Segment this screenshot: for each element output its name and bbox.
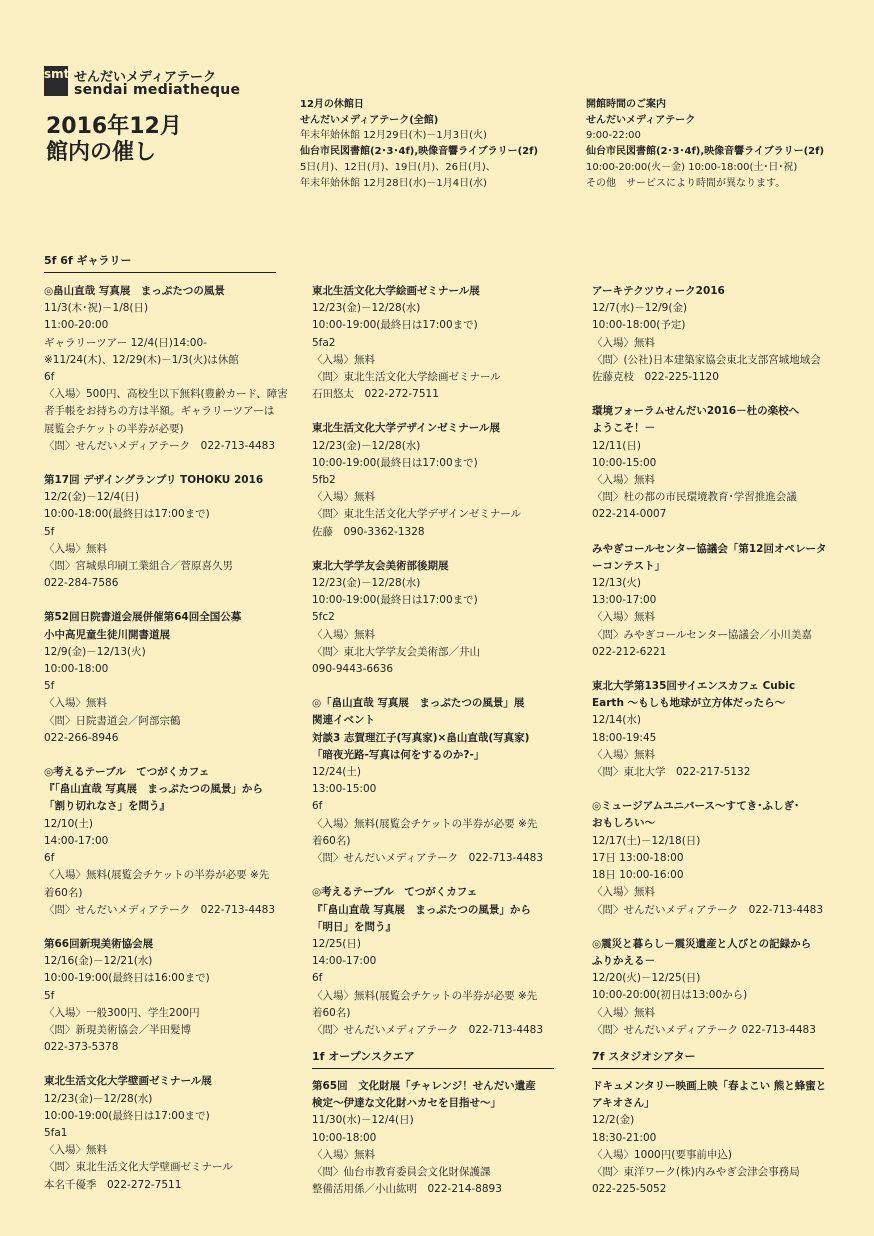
title-month: 2016年12月: [46, 114, 182, 139]
event-detail: 022-225-5052: [592, 1183, 667, 1196]
event-detail: 13:00-17:00: [592, 594, 657, 607]
event-title: 小中高児童生徒川開書道展: [44, 628, 170, 641]
event-detail: 〈問〉東北生活文化大学デザインゼミナール: [312, 508, 522, 521]
event-detail: 〈問〉杜の都の市民環境教育･学習推進会議: [592, 491, 797, 504]
event-detail: 〈入場〉無料: [592, 336, 655, 349]
event-detail: 〈入場〉無料(展覧会チケットの半券が必要 ※先: [312, 817, 538, 830]
event-title: ◎考えるテーブル てつがくカフェ: [44, 766, 210, 779]
event-entry: [592, 936, 826, 1039]
event-detail: 10:00-19:00(最終日は16:00まで): [44, 972, 210, 985]
event-detail: 12/7(水)－12/9(金): [592, 302, 688, 315]
event-detail: 〈問〉東北生活文化大学絵画ゼミナール: [312, 371, 501, 384]
event-detail: 10:00-20:00(初日は13:00から): [592, 989, 748, 1002]
event-detail: 12/23(金)－12/28(水): [312, 302, 421, 315]
event-entry: [592, 283, 826, 386]
event-detail: 〈入場〉500円、高校生以下無料(豊齢カード、障害: [44, 388, 288, 401]
event-detail: 5fc2: [312, 611, 335, 624]
event-detail: 佐藤克枝 022-225-1120: [592, 371, 719, 384]
event-title: みやぎコールセンター協議会「第12回オペレータ: [592, 542, 827, 555]
event-title: ようこそ！－: [592, 422, 655, 435]
event-title: 東北生活文化大学絵画ゼミナール展: [312, 285, 480, 297]
event-entry: [44, 936, 288, 1056]
event-detail: 〈問〉せんだいメディアテーク 022-713-4483: [592, 903, 824, 916]
event-detail: 10:00-19:00(最終日は17:00まで): [44, 1109, 210, 1122]
event-title: 第52回日院書道会展併催第64回全国公募: [44, 611, 242, 624]
event-detail: 着60名): [312, 1006, 351, 1019]
event-entry: [44, 609, 288, 747]
event-detail: 10:00-19:00(最終日は17:00まで): [312, 319, 478, 332]
event-detail: 整備活用係／小山紘明 022-214-8893: [312, 1183, 502, 1196]
event-entry: [312, 558, 543, 678]
event-detail: 12/2(金)－12/4(日): [44, 491, 140, 504]
event-detail: 〈入場〉無料: [592, 748, 655, 761]
event-detail: 〈入場〉一般300円、学生200円: [44, 1006, 200, 1019]
event-title: ◎ミュージアムユニバース～すてき･ふしぎ･: [592, 800, 800, 813]
event-detail: 022-266-8946: [44, 731, 119, 744]
event-title: 第65回 文化財展「チャレンジ！せんだい遺産: [312, 1080, 536, 1092]
event-title: 関連イベント: [312, 714, 375, 727]
closure-line: 年末年始休館 12月29日(木)－1月3日(火): [300, 130, 487, 142]
event-entry: [592, 1078, 826, 1198]
logo-mark: smt: [44, 66, 68, 96]
event-detail: 12/17(土)－12/18(日): [592, 834, 701, 847]
event-detail: 5f: [44, 680, 55, 693]
event-title: 東北生活文化大学デザインゼミナール展: [312, 422, 501, 435]
event-detail: 11:00-20:00: [44, 319, 109, 332]
event-entry: [312, 283, 543, 403]
event-title: 対談3 志賀理江子(写真家)×畠山直哉(写真家): [312, 731, 530, 744]
event-detail: 12/2(金): [592, 1114, 635, 1127]
event-title: アーキテクツウィーク2016: [592, 285, 725, 297]
event-detail: 10:00-18:00: [44, 663, 109, 676]
event-detail: ※11/24(木)、12/29(木)－1/3(火)は休館: [44, 353, 239, 366]
event-detail: 〈問〉東北大学学友会美術部／井山: [312, 645, 480, 658]
event-detail: 6f: [312, 972, 323, 985]
event-title: 第17回 デザイングランプリ TOHOKU 2016: [44, 474, 264, 487]
event-detail: 〈入場〉無料: [592, 886, 655, 899]
column-gallery-3: [592, 283, 826, 1056]
event-detail: 022-284-7586: [44, 577, 119, 590]
event-title: 「暗夜光路-写真は何をするのか?-」: [312, 748, 485, 761]
logo-english: sendai mediatheque: [74, 82, 241, 98]
event-detail: 〈入場〉無料: [312, 628, 375, 641]
hours-line: その他 サービスにより時間が異なります。: [586, 177, 786, 189]
event-detail: 12/23(金)－12/28(水): [312, 577, 421, 590]
column-studio-theater: [592, 1078, 826, 1215]
section-open-square: 1f オープンスクエア: [312, 1048, 554, 1069]
event-detail: 12/9(金)－12/13(火): [44, 645, 146, 658]
event-detail: 着60名): [44, 886, 83, 899]
event-detail: 10:00-19:00(最終日は17:00まで): [312, 594, 478, 607]
page-title: [46, 114, 182, 166]
event-detail: 〈入場〉無料: [592, 611, 655, 624]
event-detail: 〈入場〉無料: [44, 542, 107, 555]
event-title: おもしろい～: [592, 817, 655, 830]
event-detail: 展覧会チケットの半券が必要): [44, 422, 184, 435]
event-detail: 18:30-21:00: [592, 1131, 657, 1144]
column-gallery-2: [312, 283, 543, 1056]
event-detail: 12/23(金)－12/28(水): [44, 1092, 153, 1105]
event-detail: 13:00-15:00: [312, 783, 377, 796]
event-entry: [592, 403, 826, 523]
event-detail: 6f: [44, 852, 55, 865]
closure-info: [300, 97, 538, 191]
event-detail: 〈問〉せんだいメディアテーク 022-713-4483: [312, 852, 544, 865]
event-detail: 〈問〉(公社)日本建築家協会東北支部宮城地域会: [592, 353, 821, 366]
event-title: ふりかえる－: [592, 954, 655, 967]
event-detail: 022-214-0007: [592, 508, 667, 521]
event-detail: 6f: [312, 800, 323, 813]
event-detail: 12/24(土): [312, 766, 361, 779]
event-detail: ギャラリーツアー 12/4(日)14:00-: [44, 336, 207, 349]
event-detail: 5f: [44, 525, 55, 538]
event-detail: 〈入場〉無料: [44, 697, 107, 710]
event-detail: 〈問〉仙台市教育委員会文化財保護課: [312, 1166, 491, 1179]
event-detail: 14:00-17:00: [312, 955, 377, 968]
hours-info: [586, 97, 824, 191]
event-detail: 〈入場〉無料: [592, 474, 655, 487]
event-detail: 5fa2: [312, 336, 336, 349]
event-detail: 〈問〉せんだいメディアテーク 022-713-4483: [44, 903, 276, 916]
event-title: 「明日」を問う』: [312, 920, 396, 933]
event-title: 東北大学第135回サイエンスカフェ Cubic: [592, 680, 796, 693]
section-gallery: 5f 6f ギャラリー: [44, 252, 276, 273]
event-entry: [592, 678, 826, 781]
event-detail: 18:00-19:45: [592, 731, 657, 744]
event-detail: 022-373-5378: [44, 1041, 119, 1054]
column-open-square: [312, 1078, 536, 1215]
event-detail: 〈問〉せんだいメディアテーク 022-713-4483: [312, 1023, 544, 1036]
closure-line: 仙台市民図書館(2･3･4f),映像音響ライブラリー(2f): [300, 146, 539, 158]
event-detail: 10:00-18:00(予定): [592, 319, 686, 332]
event-detail: 〈入場〉無料(展覧会チケットの半券が必要 ※先: [44, 869, 270, 882]
event-entry: [312, 884, 543, 1039]
event-detail: 12/16(金)－12/21(水): [44, 955, 153, 968]
event-entry: [592, 541, 826, 661]
event-entry: [312, 1078, 536, 1198]
event-detail: 〈入場〉無料(展覧会チケットの半券が必要 ※先: [312, 989, 538, 1002]
event-detail: 5fb2: [312, 474, 336, 487]
event-entry: [312, 420, 543, 540]
event-detail: 〈入場〉無料: [312, 353, 375, 366]
event-detail: 〈入場〉1000円(要事前申込): [592, 1148, 732, 1161]
event-title: 「割り切れなさ」を問う』: [44, 800, 170, 813]
event-detail: 〈入場〉無料: [44, 1144, 107, 1157]
closure-line: せんだいメディアテーク(全館): [300, 114, 439, 126]
event-detail: 〈入場〉無料: [312, 1148, 375, 1161]
closure-heading: 12月の休館日: [300, 99, 364, 110]
hours-line: 10:00-20:00(火－金) 10:00-18:00(土･日･祝): [586, 161, 798, 173]
event-detail: 5fa1: [44, 1126, 68, 1139]
event-title: ◎考えるテーブル てつがくカフェ: [312, 886, 478, 899]
column-gallery-1: [44, 283, 288, 1211]
event-entry: [44, 472, 288, 592]
event-entry: [44, 764, 288, 919]
event-detail: 〈問〉東北生活文化大学壁画ゼミナール: [44, 1161, 233, 1174]
event-title: 環境フォーラムせんだい2016－杜の楽校へ: [592, 405, 800, 418]
event-detail: 17日 13:00-18:00: [592, 851, 684, 864]
event-detail: 〈入場〉無料: [312, 491, 375, 504]
event-detail: 12/14(水): [592, 714, 641, 727]
hours-line: せんだいメディアテーク: [586, 114, 696, 126]
event-detail: 〈問〉宮城県印刷工業組合／菅原喜久男: [44, 560, 233, 573]
event-detail: 6f: [44, 371, 55, 384]
event-title: 検定～伊達な文化財ハカセを目指せ～」: [312, 1097, 501, 1110]
event-detail: 佐藤 090-3362-1328: [312, 525, 425, 538]
event-detail: 12/11(日): [592, 439, 641, 452]
event-detail: 石田悠太 022-272-7511: [312, 388, 439, 401]
event-detail: 10:00-18:00: [312, 1131, 377, 1144]
event-detail: 〈問〉新現美術協会／半田髪博: [44, 1023, 191, 1036]
closure-line: 年末年始休館 12月28日(水)－1月4日(水): [300, 177, 487, 189]
event-detail: 〈問〉東北大学 022-217-5132: [592, 766, 751, 779]
closure-line: 5日(月)、12日(月)、19日(月)、26日(月)、: [300, 161, 496, 173]
event-detail: 11/3(木･祝)－1/8(日): [44, 302, 149, 315]
event-title: 第66回新現美術協会展: [44, 937, 154, 950]
event-title: 東北大学学友会美術部後期展: [312, 559, 449, 572]
event-detail: 〈問〉みやぎコールセンター協議会／小川美嘉: [592, 628, 812, 641]
event-title: ◎「畠山直哉 写真展 まっぷたつの風景」展: [312, 697, 525, 710]
event-entry: [312, 695, 543, 867]
event-title: アキオさん」: [592, 1097, 655, 1110]
event-detail: 12/23(金)－12/28(水): [312, 439, 421, 452]
event-detail: 11/30(水)－12/4(日): [312, 1114, 414, 1127]
event-detail: 10:00-15:00: [592, 456, 657, 469]
event-detail: 12/13(火): [592, 577, 641, 590]
event-detail: 〈問〉せんだいメディアテーク 022-713-4483: [44, 439, 276, 452]
event-title: ドキュメンタリー映画上映「春よこい 熊と蜂蜜と: [592, 1080, 827, 1092]
hours-heading: 開館時間のご案内: [586, 99, 666, 110]
event-entry: [44, 283, 288, 455]
event-detail: 022-212-6221: [592, 645, 667, 658]
event-detail: 12/10(土): [44, 817, 93, 830]
event-detail: 〈問〉東洋ワーク(株)内みやぎ会津会事務局: [592, 1166, 800, 1179]
event-title: 『「畠山直哉 写真展 まっぷたつの風景」から: [312, 903, 531, 916]
event-title: ◎震災と暮らし－震災遺産と人びとの記録から: [592, 937, 812, 950]
event-title: ーコンテスト」: [592, 559, 666, 572]
hours-line: 仙台市民図書館(2･3･4f),映像音響ライブラリー(2f): [586, 146, 825, 158]
event-detail: 090-9443-6636: [312, 663, 394, 676]
title-events: 館内の催し: [46, 140, 157, 165]
event-title: 東北生活文化大学壁画ゼミナール展: [44, 1075, 212, 1088]
event-title: ◎畠山直哉 写真展 まっぷたつの風景: [44, 285, 225, 297]
event-detail: 10:00-19:00(最終日は17:00まで): [312, 456, 478, 469]
event-detail: 5f: [44, 989, 55, 1002]
event-detail: 〈入場〉無料: [592, 1006, 655, 1019]
event-detail: 〈問〉日院書道会／阿部宗鶴: [44, 714, 181, 727]
section-studio-theater: 7f スタジオシアター: [592, 1048, 824, 1069]
event-detail: 着60名): [312, 834, 351, 847]
event-detail: 者手帳をお持ちの方は半額。ギャラリーツアーは: [44, 405, 275, 418]
hours-line: 9:00-22:00: [586, 130, 641, 142]
event-detail: 10:00-18:00(最終日は17:00まで): [44, 508, 210, 521]
event-detail: 18日 10:00-16:00: [592, 869, 684, 882]
event-detail: 本名千優季 022-272-7511: [44, 1178, 182, 1191]
event-detail: 12/25(日): [312, 937, 361, 950]
event-detail: 12/20(火)－12/25(日): [592, 972, 701, 985]
event-title: 『「畠山直哉 写真展 まっぷたつの風景」から: [44, 783, 263, 796]
event-detail: 〈問〉せんだいメディアテーク 022-713-4483: [592, 1023, 816, 1036]
event-detail: 14:00-17:00: [44, 834, 109, 847]
event-entry: [592, 798, 826, 918]
logo-japanese: せんだいメディアテーク: [74, 70, 216, 85]
event-entry: [44, 1073, 288, 1193]
event-title: Earth ～もしも地球が立方体だったら～: [592, 697, 786, 710]
